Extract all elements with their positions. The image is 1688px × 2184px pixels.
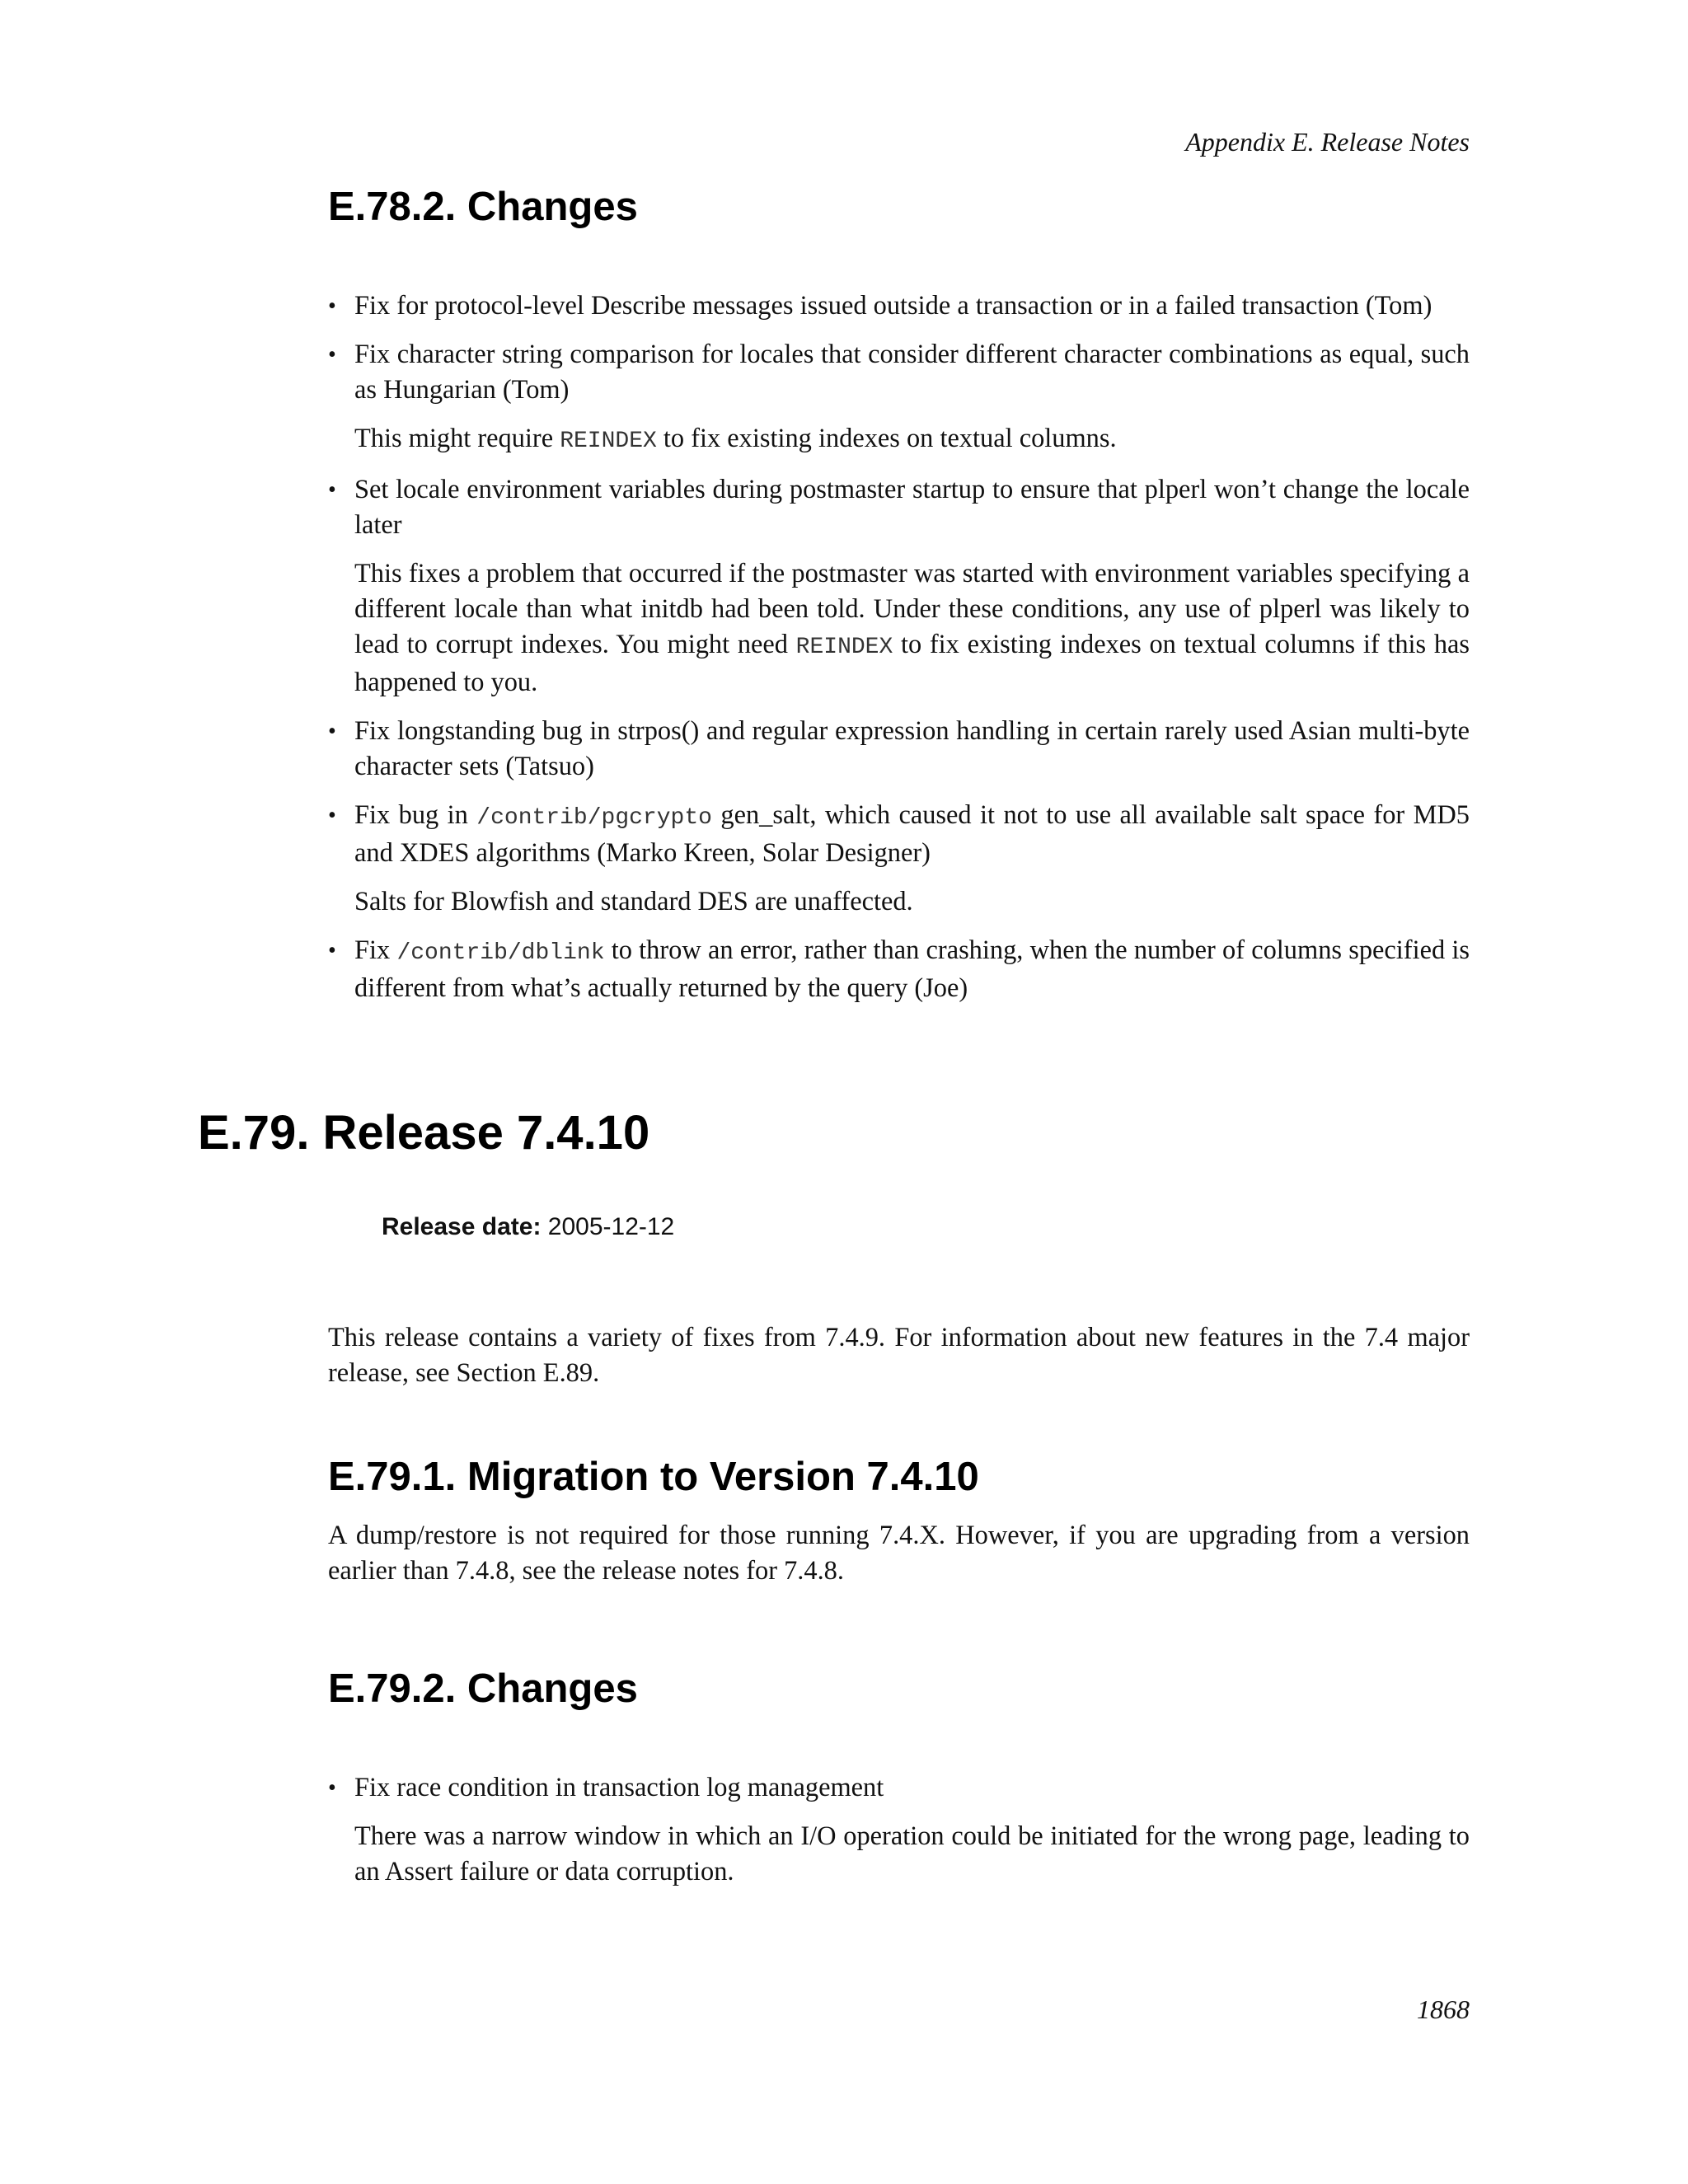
list-item [328,288,1470,324]
release-date-value: 2005-12-12 [547,1213,675,1240]
dblink-path-code: /contrib/dblink [396,940,605,966]
item-text-part: Fix [354,935,397,965]
bullet-icon: • [328,342,336,368]
list-item [328,472,1470,701]
bullet-icon: • [328,477,336,503]
list-item [328,714,1470,785]
item-text: Set locale environment variables during postmaster startup to ensure that plperl won’t change the locale later [354,475,1470,540]
section-title-e79-2: E.79.2. Changes [328,1666,638,1711]
item-text [354,798,1470,871]
note-text: to fix existing indexes on textual columns if this has happened to you. [354,630,1470,697]
section-title-e78-2: E.78.2. Changes [328,185,638,229]
item-text-part: to throw an error, rather than crashing, when the number of columns specified is different from what’s actually returned by the query (Joe) [354,935,1470,1003]
item-text-part: gen_salt, which caused it not to use all available salt space for MD5 and XDES algorithms (Marko Kreen, Solar Designer) [354,800,1470,868]
list-item [328,1770,1470,1890]
section-title-e79-1: E.79.1. Migration to Version 7.4.10 [328,1455,979,1499]
migration-body: A dump/restore is not required for those running 7.4.X. However, if you are upgrading from a version earlier than 7.4.8, see the release notes for 7.4.8. [328,1521,1470,1586]
page-number: 1868 [1417,1994,1470,2024]
list-item [328,933,1470,1006]
item-text: Fix for protocol-level Describe messages issued outside a transaction or in a failed transaction (Tom) [354,291,1432,321]
note-text: This might require [354,424,560,453]
item-note: Salts for Blowfish and standard DES are unaffected. [354,887,913,916]
item-text [354,933,1470,1006]
note-text: to fix existing indexes on textual columns. [656,424,1117,453]
release-date [382,1213,674,1241]
note-text: This fixes a problem that occurred if the postmaster was started with environment variables specifying a different locale than what initdb had been told. Under these conditions, any use of plperl was likely to lead to corrupt indexes. You might need [354,559,1470,659]
item-text: Fix race condition in transaction log management [354,1773,884,1802]
reindex-code: REINDEX [795,635,893,660]
bullet-icon: • [328,803,336,828]
section-title-e79: E.79. Release 7.4.10 [198,1106,650,1160]
release-date-label: Release date: [382,1213,542,1240]
changes-list-e79-2 [328,1770,1470,1890]
list-item [328,337,1470,459]
bullet-icon: • [328,938,336,963]
item-note: There was a narrow window in which an I/O operation could be initiated for the wrong page, leading to an Assert failure or data corruption. [354,1821,1470,1886]
bullet-icon: • [328,293,336,319]
item-note [354,421,1470,459]
bullet-icon: • [328,719,336,744]
pgcrypto-path-code: /contrib/pgcrypto [476,805,712,831]
item-text-part: Fix bug in [354,800,477,830]
running-header: Appendix E. Release Notes [1185,127,1470,157]
changes-list-e78-2 [328,288,1470,1006]
item-text: Fix character string comparison for locales that consider different character combinations as equal, such as Hungarian (Tom) [354,340,1470,405]
reindex-code: REINDEX [560,429,657,454]
item-text: Fix longstanding bug in strpos() and regular expression handling in certain rarely used Asian multi-byte character sets (Tatsuo) [354,716,1470,781]
release-intro: This release contains a variety of fixes from 7.4.9. For information about new features in the 7.4 major release, see Section E.89. [328,1323,1470,1388]
list-item [328,798,1470,920]
item-note [354,556,1470,701]
bullet-icon: • [328,1775,336,1801]
